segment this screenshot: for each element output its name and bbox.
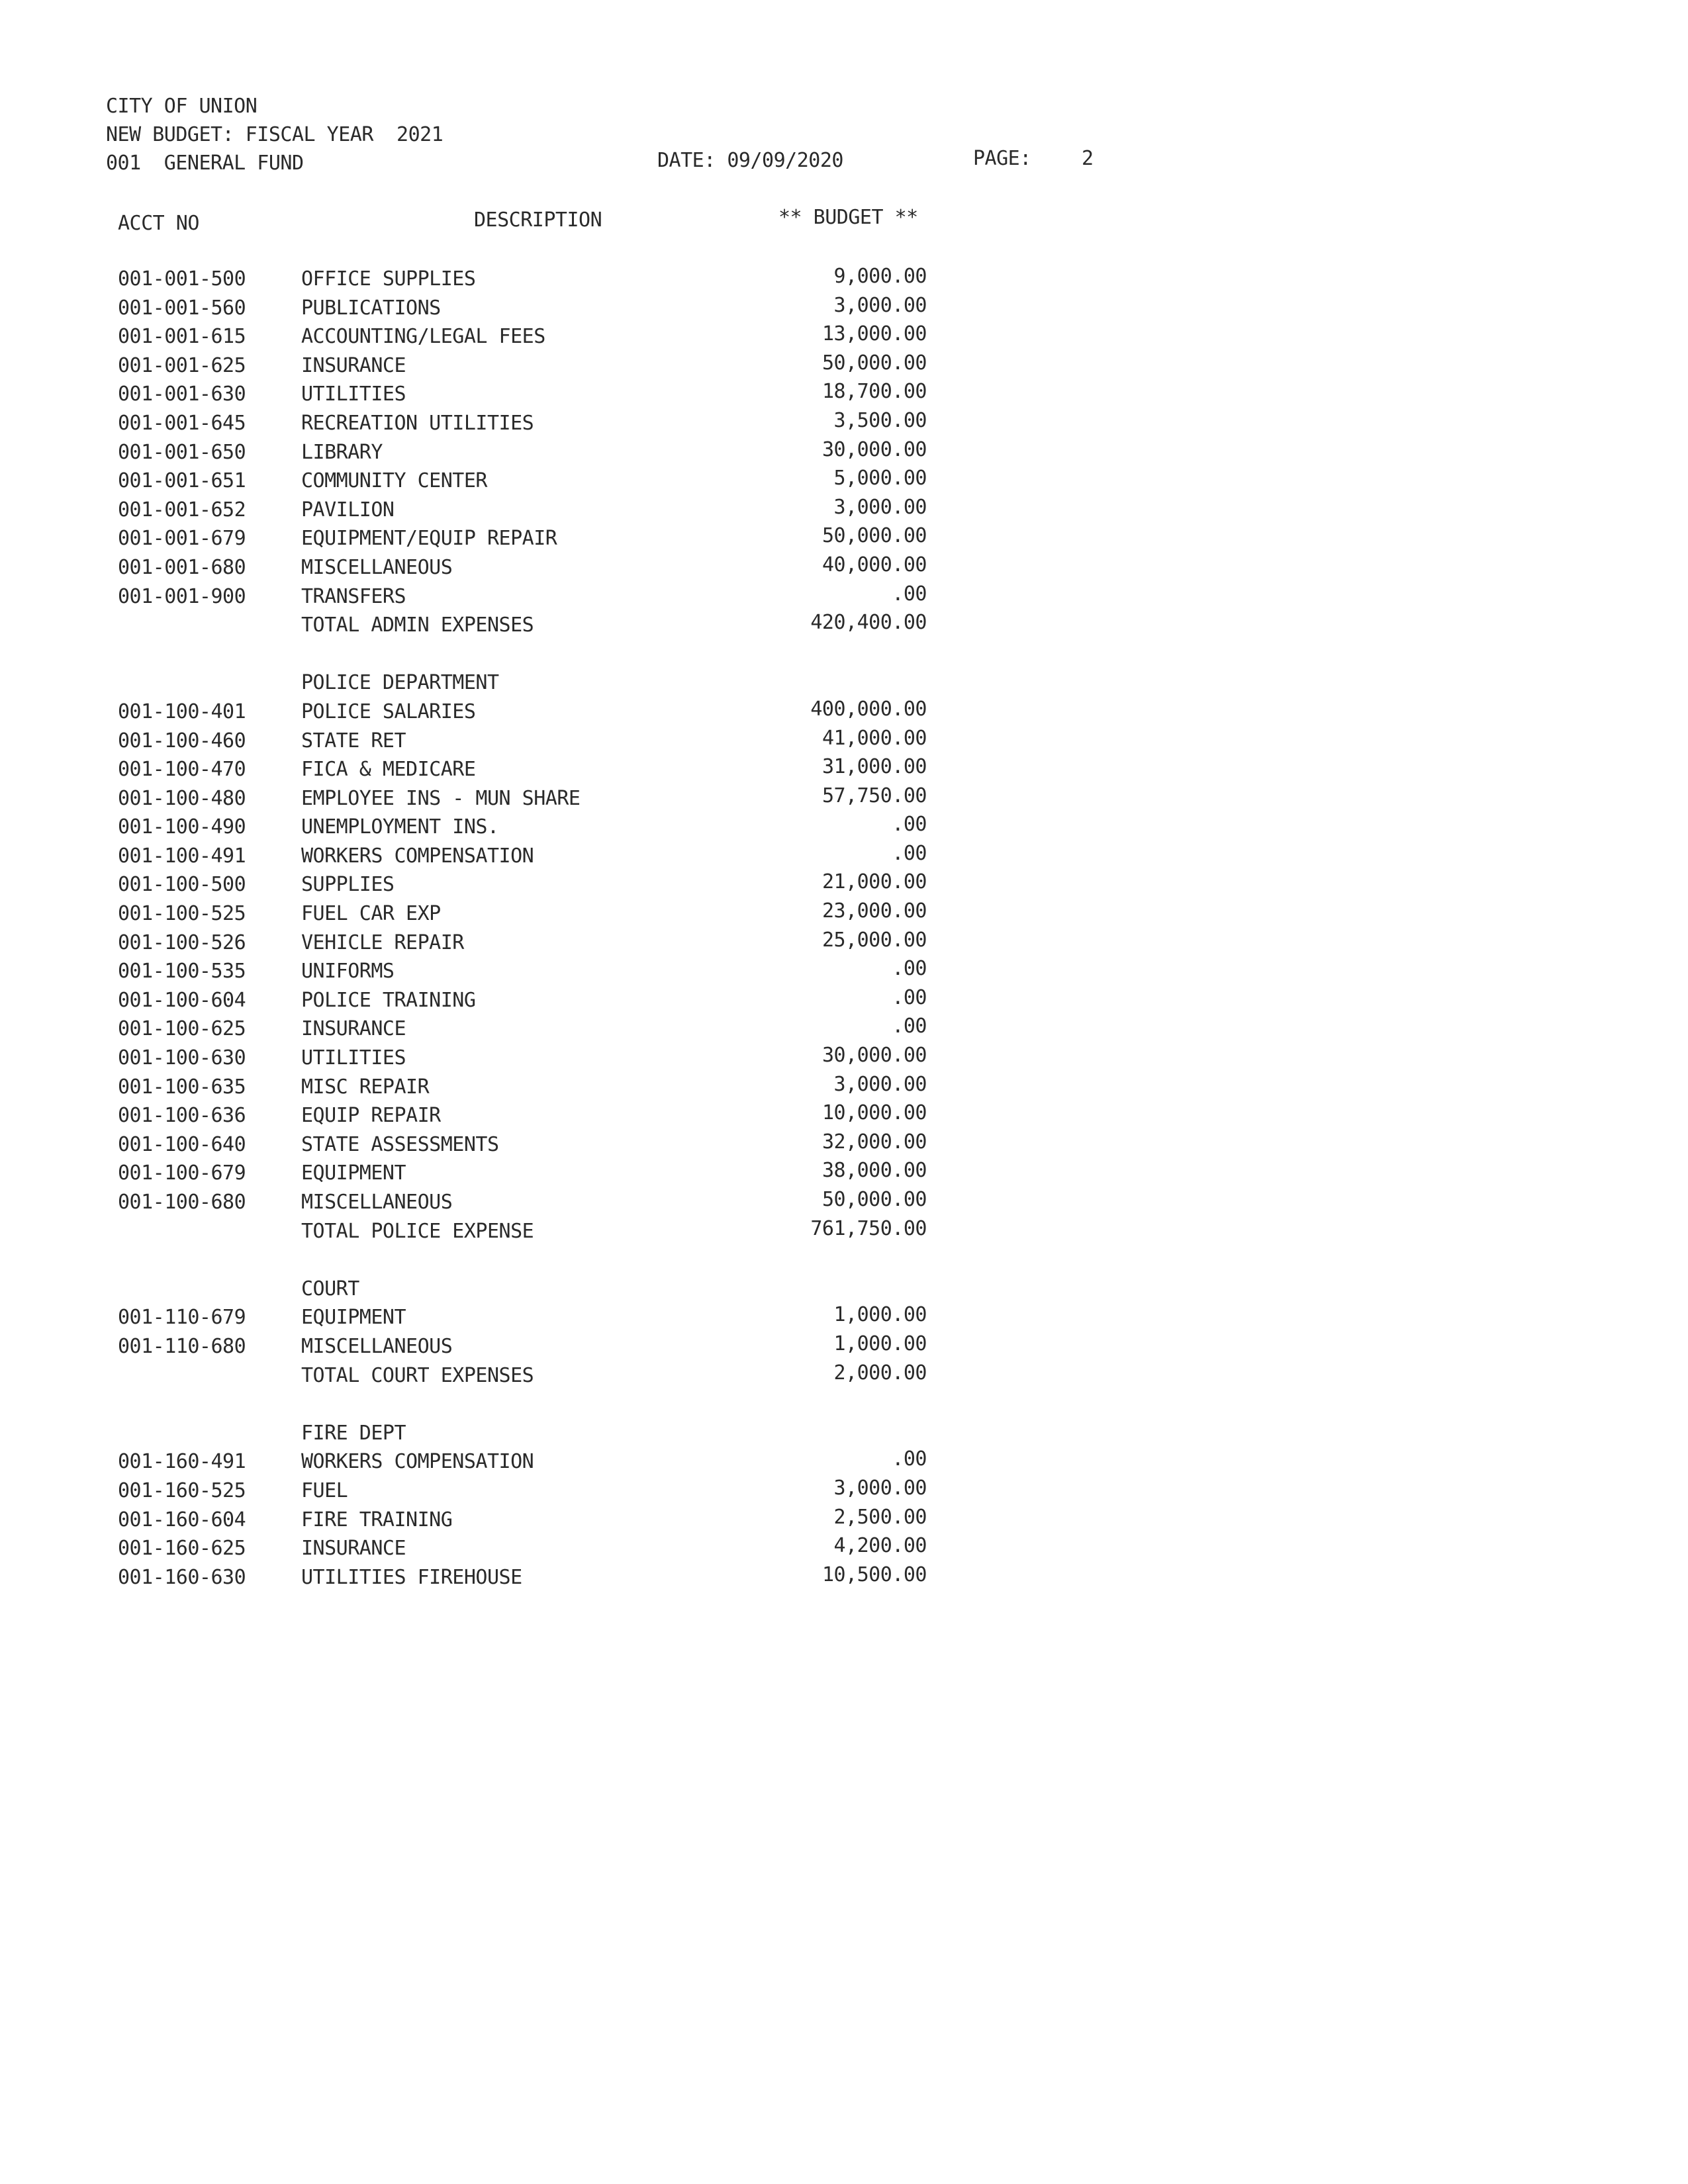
- account-description: INSURANCE: [301, 1017, 406, 1041]
- account-number: 001-100-526: [118, 931, 246, 954]
- page-label: PAGE:: [973, 147, 1031, 170]
- ledger-row: [0, 1101, 1688, 1130]
- budget-amount: 38,000.00: [821, 1159, 927, 1183]
- budget-amount: 4,200.00: [833, 1534, 927, 1558]
- ledger-row: [0, 1447, 1688, 1477]
- account-description: LIBRARY: [301, 440, 383, 464]
- total-label: TOTAL COURT EXPENSES: [301, 1363, 534, 1387]
- ledger-row: [0, 1130, 1688, 1160]
- account-description: FUEL: [301, 1479, 348, 1502]
- account-number: 001-001-680: [118, 555, 246, 579]
- account-description: COMMUNITY CENTER: [301, 469, 487, 493]
- account-number: 001-100-500: [118, 873, 246, 897]
- budget-amount: .00: [892, 957, 927, 981]
- budget-amount: 10,000.00: [821, 1101, 927, 1125]
- account-description: VEHICLE REPAIR: [301, 931, 464, 954]
- account-description: TRANSFERS: [301, 584, 406, 608]
- account-description: MISCELLANEOUS: [301, 1191, 453, 1214]
- account-description: INSURANCE: [301, 353, 406, 377]
- account-number: 001-100-625: [118, 1017, 246, 1041]
- account-description: EQUIP REPAIR: [301, 1104, 441, 1128]
- ledger-row: [0, 322, 1688, 351]
- org-name: CITY OF UNION: [106, 95, 258, 118]
- budget-amount: 3,000.00: [833, 293, 927, 317]
- ledger-row: [0, 929, 1688, 958]
- ledger-row: [0, 1159, 1688, 1188]
- account-description: POLICE SALARIES: [301, 700, 476, 723]
- ledger-row: [0, 294, 1688, 323]
- account-number: 001-100-630: [118, 1046, 246, 1070]
- account-description: UTILITIES: [301, 383, 406, 406]
- section-title-row: [0, 1419, 1688, 1448]
- account-number: 001-100-525: [118, 902, 246, 926]
- ledger-row: [0, 438, 1688, 467]
- account-description: OFFICE SUPPLIES: [301, 267, 476, 291]
- budget-amount: .00: [892, 985, 927, 1009]
- ledger-row: [0, 1332, 1688, 1361]
- spacer-row: [0, 1246, 1688, 1275]
- budget-amount: 31,000.00: [821, 755, 927, 779]
- account-number: 001-100-636: [118, 1104, 246, 1128]
- account-description: SUPPLIES: [301, 873, 395, 897]
- ledger-row: [0, 1303, 1688, 1332]
- ledger-row: [0, 870, 1688, 899]
- account-number: 001-001-630: [118, 383, 246, 406]
- budget-amount: 18,700.00: [821, 380, 927, 404]
- account-number: 001-001-652: [118, 498, 246, 522]
- ledger-row: [0, 842, 1688, 871]
- account-number: 001-160-491: [118, 1450, 246, 1474]
- ledger-row: [0, 986, 1688, 1015]
- account-number: 001-110-679: [118, 1306, 246, 1330]
- account-number: 001-001-500: [118, 267, 246, 291]
- budget-amount: 50,000.00: [821, 1188, 927, 1211]
- budget-amount: 41,000.00: [821, 726, 927, 750]
- ledger-row: [0, 265, 1688, 294]
- account-number: 001-001-650: [118, 440, 246, 464]
- ledger-row: [0, 467, 1688, 496]
- account-number: 001-160-604: [118, 1508, 246, 1531]
- ledger-row: [0, 899, 1688, 929]
- account-number: 001-100-535: [118, 960, 246, 983]
- budget-amount: 30,000.00: [821, 1044, 927, 1068]
- account-number: 001-001-679: [118, 527, 246, 551]
- ledger-row: [0, 1188, 1688, 1217]
- section-title-row: [0, 668, 1688, 698]
- ledger-row: [0, 1477, 1688, 1506]
- budget-amount: 30,000.00: [821, 437, 927, 461]
- page-number: 2: [1082, 147, 1094, 170]
- budget-amount: 21,000.00: [821, 870, 927, 894]
- account-description: STATE ASSESSMENTS: [301, 1132, 499, 1156]
- account-description: WORKERS COMPENSATION: [301, 1450, 534, 1474]
- account-number: 001-100-480: [118, 786, 246, 810]
- budget-amount: 57,750.00: [821, 784, 927, 807]
- section-total-row: [0, 1217, 1688, 1246]
- account-number: 001-160-630: [118, 1565, 246, 1589]
- ledger-row: [0, 351, 1688, 381]
- budget-amount: 50,000.00: [821, 524, 927, 548]
- ledger-row: [0, 813, 1688, 842]
- account-number: 001-160-625: [118, 1537, 246, 1561]
- account-number: 001-100-604: [118, 988, 246, 1012]
- column-header-budget: ** BUDGET **: [778, 206, 918, 229]
- budget-amount: 3,000.00: [833, 495, 927, 519]
- ledger-row: [0, 553, 1688, 582]
- account-number: 001-100-470: [118, 758, 246, 782]
- account-description: PUBLICATIONS: [301, 296, 441, 320]
- section-title: FIRE DEPT: [301, 1421, 406, 1445]
- total-amount: 761,750.00: [810, 1216, 927, 1240]
- ledger-row: [0, 755, 1688, 784]
- account-description: MISC REPAIR: [301, 1075, 430, 1099]
- ledger-row: [0, 957, 1688, 986]
- budget-amount: 50,000.00: [821, 351, 927, 375]
- account-description: ACCOUNTING/LEGAL FEES: [301, 325, 545, 349]
- account-number: 001-001-900: [118, 584, 246, 608]
- account-description: EQUIPMENT/EQUIP REPAIR: [301, 527, 557, 551]
- account-description: EQUIPMENT: [301, 1161, 406, 1185]
- account-description: FIRE TRAINING: [301, 1508, 453, 1531]
- column-header-description: DESCRIPTION: [474, 208, 602, 232]
- budget-amount: 13,000.00: [821, 322, 927, 346]
- account-description: PAVILION: [301, 498, 395, 522]
- account-number: 001-001-625: [118, 353, 246, 377]
- account-number: 001-001-560: [118, 296, 246, 320]
- column-header-acct-no: ACCT NO: [118, 212, 199, 235]
- budget-amount: 3,000.00: [833, 1072, 927, 1096]
- account-description: UNEMPLOYMENT INS.: [301, 815, 499, 839]
- spacer-row: [0, 640, 1688, 669]
- budget-amount: .00: [892, 582, 927, 606]
- account-number: 001-001-615: [118, 325, 246, 349]
- ledger-row: [0, 784, 1688, 813]
- account-number: 001-100-635: [118, 1075, 246, 1099]
- budget-amount: 3,500.00: [833, 408, 927, 432]
- account-description: RECREATION UTILITIES: [301, 411, 534, 435]
- ledger-row: [0, 496, 1688, 525]
- budget-amount: 400,000.00: [810, 697, 927, 721]
- ledger-row: [0, 524, 1688, 553]
- budget-amount: .00: [892, 813, 927, 837]
- budget-amount: 3,000.00: [833, 1476, 927, 1500]
- account-description: FUEL CAR EXP: [301, 902, 441, 926]
- budget-amount: 1,000.00: [833, 1303, 927, 1327]
- account-description: POLICE TRAINING: [301, 988, 476, 1012]
- budget-amount: 9,000.00: [833, 265, 927, 288]
- ledger-row: [0, 1015, 1688, 1044]
- section-total-row: [0, 1361, 1688, 1390]
- budget-amount: 1,000.00: [833, 1332, 927, 1355]
- ledger-row: [0, 1044, 1688, 1073]
- budget-amount: 5,000.00: [833, 467, 927, 490]
- budget-amount: 23,000.00: [821, 899, 927, 923]
- total-amount: 420,400.00: [810, 611, 927, 635]
- budget-amount: .00: [892, 1015, 927, 1038]
- account-description: FICA & MEDICARE: [301, 758, 476, 782]
- ledger-row: [0, 582, 1688, 612]
- section-title: POLICE DEPARTMENT: [301, 671, 499, 695]
- account-description: WORKERS COMPENSATION: [301, 844, 534, 868]
- account-description: UNIFORMS: [301, 960, 395, 983]
- budget-amount: 2,500.00: [833, 1505, 927, 1529]
- ledger-row: [0, 1073, 1688, 1102]
- account-description: UTILITIES FIREHOUSE: [301, 1565, 522, 1589]
- account-description: EMPLOYEE INS - MUN SHARE: [301, 786, 581, 810]
- section-title-row: [0, 1275, 1688, 1304]
- budget-amount: 40,000.00: [821, 553, 927, 576]
- budget-amount: .00: [892, 841, 927, 865]
- fund-name: 001 GENERAL FUND: [106, 152, 304, 175]
- ledger-row: [0, 727, 1688, 756]
- account-description: INSURANCE: [301, 1537, 406, 1561]
- total-amount: 2,000.00: [833, 1361, 927, 1385]
- ledger-row: [0, 409, 1688, 438]
- account-description: STATE RET: [301, 729, 406, 752]
- budget-amount: 10,500.00: [821, 1563, 927, 1586]
- ledger-row: [0, 1563, 1688, 1592]
- account-number: 001-100-460: [118, 729, 246, 752]
- account-number: 001-001-645: [118, 411, 246, 435]
- account-number: 001-100-490: [118, 815, 246, 839]
- account-number: 001-100-401: [118, 700, 246, 723]
- account-description: MISCELLANEOUS: [301, 555, 453, 579]
- account-number: 001-100-640: [118, 1132, 246, 1156]
- account-number: 001-100-679: [118, 1161, 246, 1185]
- ledger-row: [0, 1534, 1688, 1563]
- budget-ledger: [0, 265, 1688, 1592]
- ledger-row: [0, 698, 1688, 727]
- ledger-row: [0, 380, 1688, 409]
- budget-amount: 25,000.00: [821, 928, 927, 952]
- account-description: MISCELLANEOUS: [301, 1334, 453, 1358]
- account-number: 001-100-680: [118, 1191, 246, 1214]
- report-date: DATE: 09/09/2020: [657, 149, 843, 172]
- ledger-row: [0, 1506, 1688, 1535]
- account-number: 001-100-491: [118, 844, 246, 868]
- total-label: TOTAL ADMIN EXPENSES: [301, 614, 534, 637]
- account-description: EQUIPMENT: [301, 1306, 406, 1330]
- account-number: 001-160-525: [118, 1479, 246, 1502]
- account-number: 001-001-651: [118, 469, 246, 493]
- spacer-row: [0, 1390, 1688, 1419]
- account-number: 001-110-680: [118, 1334, 246, 1358]
- total-label: TOTAL POLICE EXPENSE: [301, 1219, 534, 1243]
- section-total-row: [0, 611, 1688, 640]
- budget-amount: 32,000.00: [821, 1130, 927, 1154]
- account-description: UTILITIES: [301, 1046, 406, 1070]
- budget-amount: .00: [892, 1447, 927, 1471]
- budget-title: NEW BUDGET: FISCAL YEAR 2021: [106, 123, 444, 146]
- section-title: COURT: [301, 1277, 359, 1300]
